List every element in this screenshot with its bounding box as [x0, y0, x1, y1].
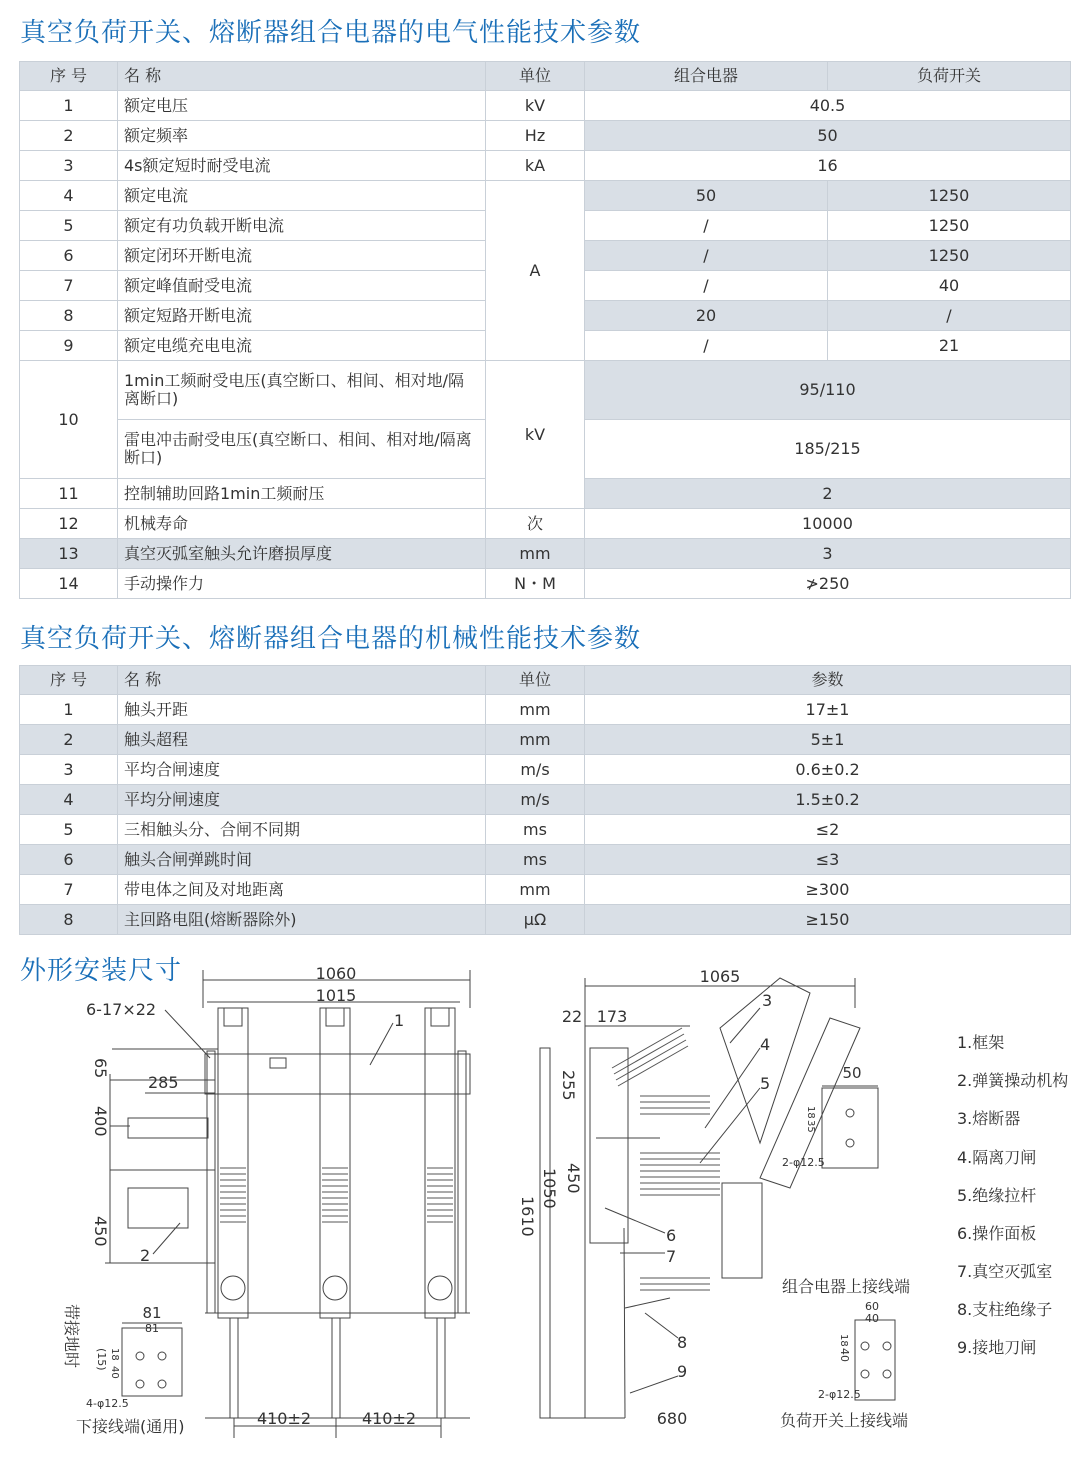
row-name: 额定电流 [118, 181, 486, 211]
row-unit: 次 [486, 509, 585, 539]
legend-item: 2.弹簧操动机构 [957, 1071, 1069, 1090]
switch-terminal-label: 负荷开关上接线端 [780, 1411, 909, 1430]
row-value: 185/215 [585, 420, 1071, 479]
row-name: 真空灭弧室触头允许磨损厚度 [118, 539, 486, 569]
row-name: 1min工频耐受电压(真空断口、相间、相对地/隔离断口) [118, 361, 486, 420]
row-unit: mm [486, 725, 585, 755]
dim-450: 450 [564, 1163, 583, 1194]
header-no: 序 号 [20, 62, 118, 91]
row-no: 7 [20, 271, 118, 301]
combo-terminal [822, 1086, 878, 1168]
electrical-params-table [19, 61, 1071, 599]
electrical-params-title: 真空负荷开关、熔断器组合电器的电气性能技术参数 [20, 18, 642, 48]
header-name: 名 称 [118, 666, 486, 695]
row-unit: μΩ [486, 905, 585, 935]
row-no: 2 [20, 725, 118, 755]
combo-dim-35: 35 [805, 1120, 816, 1133]
row-value: 2 [585, 479, 1071, 509]
row-value: 17±1 [585, 695, 1071, 725]
table-row [20, 695, 1071, 725]
table-row [20, 725, 1071, 755]
row-value: ≥150 [585, 905, 1071, 935]
table-row [20, 181, 1071, 211]
row-no: 6 [20, 845, 118, 875]
row-value: 0.6±0.2 [585, 755, 1071, 785]
row-combo: 20 [585, 301, 828, 331]
table-row [20, 539, 1071, 569]
row-value: ≥300 [585, 875, 1071, 905]
table-row [20, 815, 1071, 845]
dim-680: 680 [656, 1409, 688, 1428]
table-row [20, 151, 1071, 181]
row-unit: kV [486, 91, 585, 121]
row-switch: / [828, 301, 1071, 331]
row-switch: 1250 [828, 181, 1071, 211]
dim-22: 22 [561, 1007, 583, 1026]
dim-410-right: 410±2 [361, 1409, 417, 1428]
dim-450: 450 [91, 1216, 110, 1247]
row-name: 4s额定短时耐受电流 [118, 151, 486, 181]
dim-81b: 81 [145, 1322, 159, 1335]
ground-label: 带接地时 [62, 1304, 81, 1369]
row-switch: 21 [828, 331, 1071, 361]
row-switch: 1250 [828, 241, 1071, 271]
row-name: 额定峰值耐受电流 [118, 271, 486, 301]
row-no: 8 [20, 905, 118, 935]
header-unit: 单位 [486, 666, 585, 695]
dim-1060: 1060 [315, 964, 357, 983]
callout-5: 5 [760, 1074, 771, 1093]
dim-410-left: 410±2 [256, 1409, 312, 1428]
row-name: 主回路电阻(熔断器除外) [118, 905, 486, 935]
mechanical-params-table [19, 665, 1071, 935]
row-value: 16 [585, 151, 1071, 181]
row-unit-ampere: A [486, 181, 585, 361]
row-no: 1 [20, 91, 118, 121]
header-combo: 组合电器 [585, 62, 828, 91]
row-no: 4 [20, 785, 118, 815]
dim-173: 173 [596, 1007, 628, 1026]
row-no: 3 [20, 755, 118, 785]
bottom-terminal-label: 下接线端(通用) [76, 1417, 185, 1436]
row-name: 额定短路开断电流 [118, 301, 486, 331]
legend-item: 5.绝缘拉杆 [957, 1186, 1037, 1205]
row-value: 50 [585, 121, 1071, 151]
switch-dim-40: 40 [865, 1312, 879, 1325]
callout-8: 8 [677, 1333, 688, 1352]
row-value: 40.5 [585, 91, 1071, 121]
row-unit: mm [486, 539, 585, 569]
row-no: 5 [20, 211, 118, 241]
row-switch: 40 [828, 271, 1071, 301]
dim-15: (15) [95, 1348, 108, 1371]
mechanical-params-title: 真空负荷开关、熔断器组合电器的机械性能技术参数 [20, 624, 642, 654]
row-no: 11 [20, 479, 118, 509]
switch-terminal [855, 1320, 895, 1400]
row-no: 5 [20, 815, 118, 845]
table-row [20, 875, 1071, 905]
legend-item: 1.框架 [957, 1033, 1005, 1052]
callout-4: 4 [760, 1035, 771, 1054]
row-no: 6 [20, 241, 118, 271]
row-value: 10000 [585, 509, 1071, 539]
row-unit: N・M [486, 569, 585, 599]
row-unit: Hz [486, 121, 585, 151]
dim-holes: 6-17×22 [86, 1000, 157, 1019]
row-no: 4 [20, 181, 118, 211]
row-name: 控制辅助回路1min工频耐压 [118, 479, 486, 509]
row-unit: m/s [486, 755, 585, 785]
callout-7: 7 [666, 1247, 677, 1266]
table-row [20, 845, 1071, 875]
header-param: 参数 [585, 666, 1071, 695]
header-no: 序 号 [20, 666, 118, 695]
row-no: 3 [20, 151, 118, 181]
row-name: 手动操作力 [118, 569, 486, 599]
row-name: 额定频率 [118, 121, 486, 151]
row-unit: ms [486, 845, 585, 875]
row-value: ≤3 [585, 845, 1071, 875]
combo-holes: 2-φ12.5 [782, 1156, 825, 1169]
legend-item: 7.真空灭弧室 [957, 1262, 1053, 1281]
table-row [20, 755, 1071, 785]
switch-dim-18: 18 [838, 1334, 849, 1347]
row-value: 1.5±0.2 [585, 785, 1071, 815]
header-name: 名 称 [118, 62, 486, 91]
row-combo: / [585, 211, 828, 241]
row-combo: / [585, 241, 828, 271]
dim-18: 18 [109, 1348, 120, 1361]
dim-400: 400 [91, 1106, 110, 1137]
row-combo: / [585, 331, 828, 361]
table-row [20, 509, 1071, 539]
switch-dim-60: 60 [865, 1300, 879, 1313]
dim-40: 40 [109, 1366, 120, 1379]
legend-item: 8.支柱绝缘子 [957, 1300, 1053, 1319]
row-value: 95/110 [585, 361, 1071, 420]
table-row [20, 785, 1071, 815]
dim-1050: 1050 [540, 1168, 559, 1209]
installation-drawing [0, 948, 1091, 1478]
dim-65: 65 [91, 1058, 110, 1079]
row-no: 12 [20, 509, 118, 539]
row-name: 额定电缆充电电流 [118, 331, 486, 361]
row-unit: ms [486, 815, 585, 845]
row-name: 额定闭环开断电流 [118, 241, 486, 271]
legend [957, 1033, 1068, 1357]
row-unit-kv: kV [486, 361, 585, 509]
combo-terminal-label: 组合电器上接线端 [782, 1277, 911, 1296]
table-row [20, 91, 1071, 121]
callout-3: 3 [762, 991, 773, 1010]
combo-dim-18: 18 [805, 1106, 816, 1119]
row-no: 2 [20, 121, 118, 151]
callout-9: 9 [677, 1362, 688, 1381]
row-value: ≯250 [585, 569, 1071, 599]
dim-285: 285 [148, 1073, 179, 1092]
table-row [20, 361, 1071, 420]
row-name: 额定有功负载开断电流 [118, 211, 486, 241]
row-unit: kA [486, 151, 585, 181]
switch-dim-40b: 40 [838, 1348, 851, 1362]
switch-holes: 2-φ12.5 [818, 1388, 861, 1401]
row-name: 三相触头分、合闸不同期 [118, 815, 486, 845]
dim-255: 255 [559, 1070, 578, 1101]
row-name: 机械寿命 [118, 509, 486, 539]
row-value: 3 [585, 539, 1071, 569]
row-no: 13 [20, 539, 118, 569]
row-name: 触头开距 [118, 695, 486, 725]
callout-1: 1 [394, 1011, 405, 1030]
legend-item: 9.接地刀闸 [957, 1338, 1037, 1357]
row-no: 14 [20, 569, 118, 599]
header-unit: 单位 [486, 62, 585, 91]
header-switch: 负荷开关 [828, 62, 1071, 91]
row-name: 平均合闸速度 [118, 755, 486, 785]
bottom-holes: 4-φ12.5 [86, 1397, 129, 1410]
dim-1015: 1015 [315, 986, 357, 1005]
row-name: 带电体之间及对地距离 [118, 875, 486, 905]
dimensions-title: 外形安装尺寸 [20, 956, 183, 986]
row-no: 9 [20, 331, 118, 361]
row-value: ≤2 [585, 815, 1071, 845]
callout-2: 2 [140, 1246, 151, 1265]
row-name: 额定电压 [118, 91, 486, 121]
row-name: 触头超程 [118, 725, 486, 755]
dim-81a: 81 [142, 1304, 162, 1322]
callout-6: 6 [666, 1226, 677, 1245]
row-unit: m/s [486, 785, 585, 815]
row-no: 7 [20, 875, 118, 905]
table-row [20, 569, 1071, 599]
combo-dim-50: 50 [842, 1064, 862, 1082]
row-name: 雷电冲击耐受电压(真空断口、相间、相对地/隔离断口) [118, 420, 486, 479]
row-no: 8 [20, 301, 118, 331]
legend-item: 6.操作面板 [957, 1224, 1037, 1243]
row-name: 触头合闸弹跳时间 [118, 845, 486, 875]
legend-item: 3.熔断器 [957, 1109, 1021, 1128]
row-no: 10 [20, 361, 118, 479]
front-view [105, 970, 470, 1438]
row-unit: mm [486, 875, 585, 905]
table-row [20, 905, 1071, 935]
table-header-row [20, 62, 1071, 91]
row-combo: 50 [585, 181, 828, 211]
row-value: 5±1 [585, 725, 1071, 755]
dim-1065: 1065 [699, 967, 741, 986]
table-header-row [20, 666, 1071, 695]
table-row [20, 121, 1071, 151]
row-switch: 1250 [828, 211, 1071, 241]
dim-1610: 1610 [518, 1196, 537, 1237]
row-combo: / [585, 271, 828, 301]
side-view [540, 978, 860, 1418]
row-name: 平均分闸速度 [118, 785, 486, 815]
row-no: 1 [20, 695, 118, 725]
legend-item: 4.隔离刀闸 [957, 1148, 1037, 1167]
row-unit: mm [486, 695, 585, 725]
